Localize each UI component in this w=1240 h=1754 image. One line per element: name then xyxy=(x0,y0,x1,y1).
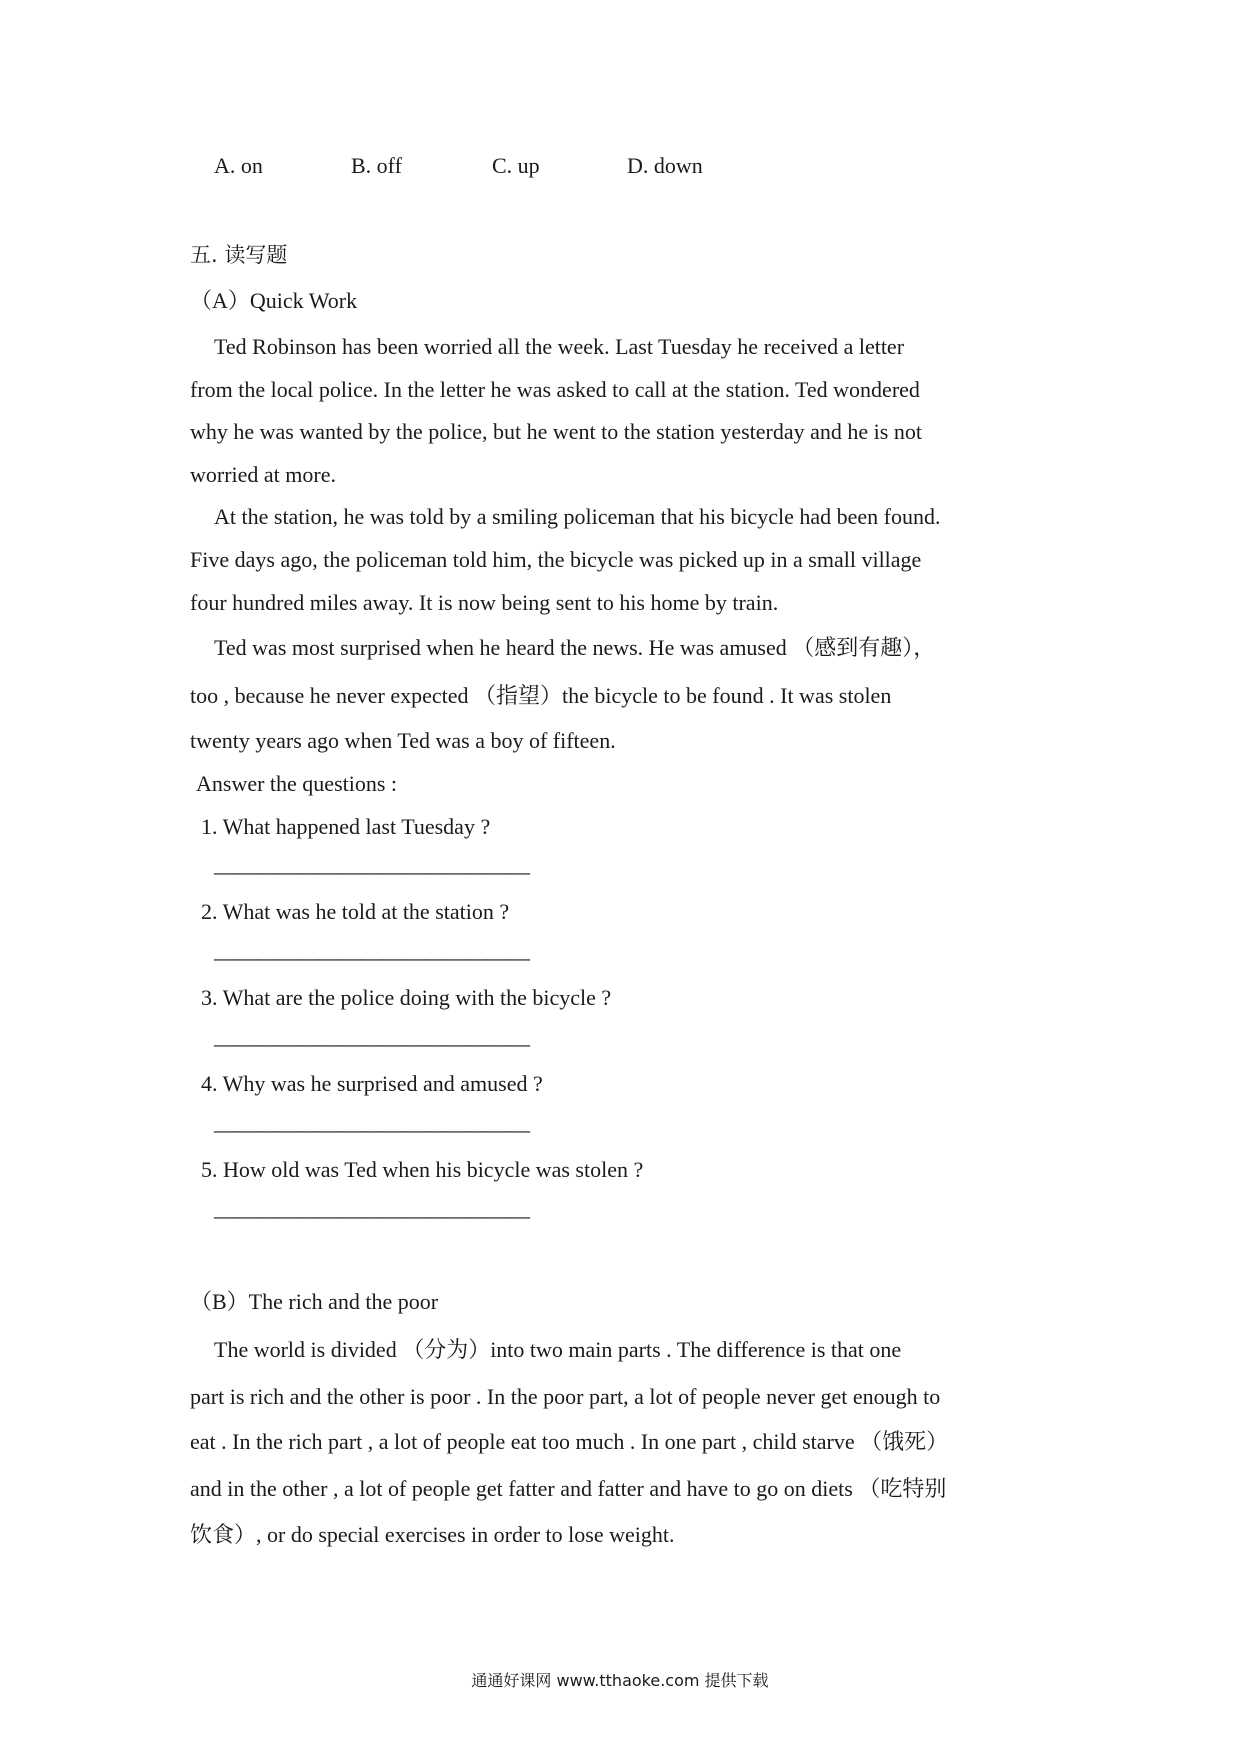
part-a-line: Five days ago, the policeman told him, the bicycle was picked up in a small village xyxy=(190,547,922,572)
option-a: A. on xyxy=(214,153,263,178)
part-b-line: part is rich and the other is poor . In the poor part, a lot of people never get enough to xyxy=(190,1384,941,1409)
question-3: 3. What are the police doing with the bicycle ? xyxy=(201,985,612,1010)
part-b-heading: （B）The rich and the poor xyxy=(190,1289,439,1314)
answer-blank-1[interactable]: ——————————————— xyxy=(214,859,529,884)
question-4: 4. Why was he surprised and amused ? xyxy=(201,1071,543,1096)
part-b-line: 饮食）, or do special exercises in order to lose weight. xyxy=(190,1522,675,1547)
section-title: 五. 读写题 xyxy=(190,243,288,267)
part-a-line: why he was wanted by the police, but he went to the station yesterday and he is not xyxy=(190,419,922,444)
answer-blank-5[interactable]: ——————————————— xyxy=(214,1203,529,1228)
part-a-line: too , because he never expected （指望）the bicycle to be found . It was stolen xyxy=(190,683,892,708)
part-a-line: At the station, he was told by a smiling policeman that his bicycle had been found. xyxy=(214,504,941,529)
answer-blank-4[interactable]: ——————————————— xyxy=(214,1117,529,1142)
part-a-line: Ted Robinson has been worried all the week. Last Tuesday he received a letter xyxy=(214,334,905,359)
part-b-line: and in the other , a lot of people get fatter and fatter and have to go on diets （吃特别 xyxy=(190,1476,947,1501)
part-b-line: The world is divided （分为）into two main parts . The difference is that one xyxy=(214,1337,902,1362)
answer-blank-2[interactable]: ——————————————— xyxy=(214,945,529,970)
part-a-line: twenty years ago when Ted was a boy of fifteen. xyxy=(190,728,616,753)
part-a-line: four hundred miles away. It is now being sent to his home by train. xyxy=(190,590,779,615)
page-footer: 通通好课网 www.tthaoke.com 提供下载 xyxy=(471,1671,769,1690)
part-a-line: from the local police. In the letter he was asked to call at the station. Ted wondered xyxy=(190,377,920,402)
question-1: 1. What happened last Tuesday ? xyxy=(201,814,491,839)
question-2: 2. What was he told at the station ? xyxy=(201,899,510,924)
option-c: C. up xyxy=(492,153,540,178)
part-a-line: Ted was most surprised when he heard the news. He was amused （感到有趣）， xyxy=(214,635,936,660)
part-b-line: eat . In the rich part , a lot of people eat too much . In one part , child starve （饿死） xyxy=(190,1429,949,1454)
part-a-heading: （A）Quick Work xyxy=(190,288,358,313)
option-b: B. off xyxy=(351,153,402,178)
option-d: D. down xyxy=(627,153,703,178)
answer-intro: Answer the questions : xyxy=(196,771,398,796)
answer-blank-3[interactable]: ——————————————— xyxy=(214,1031,529,1056)
part-a-line: worried at more. xyxy=(190,462,336,487)
question-5: 5. How old was Ted when his bicycle was stolen ? xyxy=(201,1157,644,1182)
